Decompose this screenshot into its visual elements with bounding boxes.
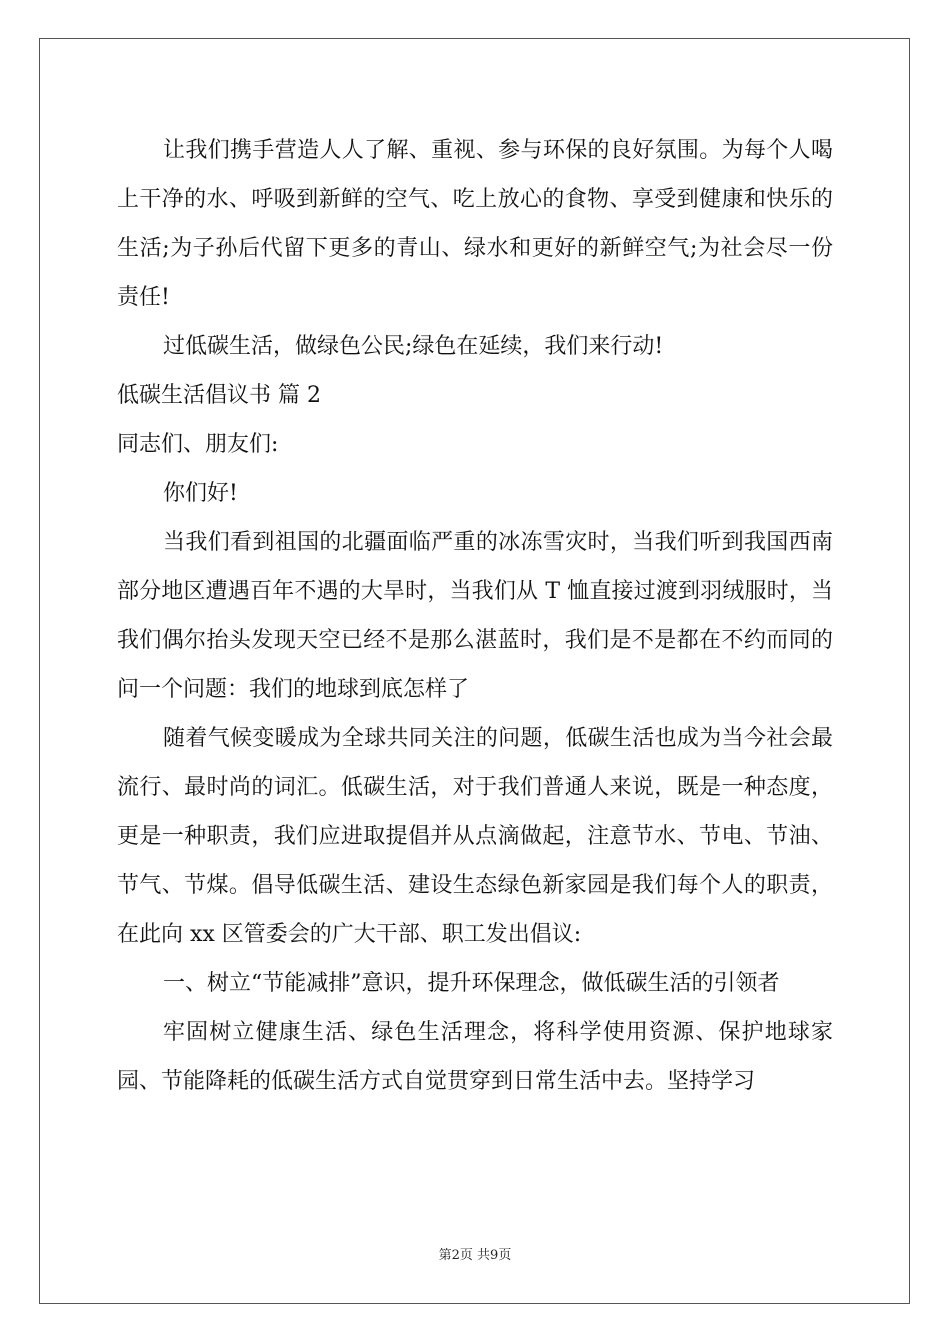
body-paragraph-1: 当我们看到祖国的北疆面临严重的冰冻雪灾时，当我们听到我国西南部分地区遭遇百年不遇的大旱时，当我们从 T 恤直接过渡到羽绒服时，当我们偶尔抬头发现天空已经不是那么湛蓝时，我们是不是都在不约而同的问一个问题：我们的地球到底怎样了 <box>117 530 833 702</box>
body-paragraph-2: 随着气候变暖成为全球共同关注的问题，低碳生活也成为当今社会最流行、最时尚的词汇。低碳生活，对于我们普通人来说，既是一种态度，更是一种职责，我们应进取提倡并从点滴做起，注意节水、节电、节油、节气、节煤。倡导低碳生活、建设生态绿色新家园是我们每个人的职责，在此向 xx 区管委会的广大干部、职工发出倡议: <box>117 726 833 947</box>
paragraph-1: 让我们携手营造人人了解、重视、参与环保的良好氛围。为每个人喝上干净的水、呼吸到新鲜的空气、吃上放心的食物、享受到健康和快乐的生活;为子孙后代留下更多的青山、绿水和更好的新鲜空气;为社会尽一份责任! <box>117 138 833 310</box>
body-paragraph-4: 牢固树立健康生活、绿色生活理念，将科学使用资源、保护地球家园、节能降耗的低碳生活方式自觉贯穿到日常生活中去。坚持学习 <box>117 1020 833 1094</box>
document-body <box>117 126 833 1106</box>
page-footer: 第2页 共9页 <box>438 1248 512 1263</box>
section-heading: 低碳生活倡议书 篇 2 <box>117 383 321 408</box>
body-paragraph-3: 一、树立“节能减排”意识，提升环保理念，做低碳生活的引领者 <box>163 971 780 996</box>
salutation: 同志们、朋友们: <box>117 432 279 457</box>
greeting: 你们好! <box>163 481 238 506</box>
paragraph-2: 过低碳生活，做绿色公民;绿色在延续，我们来行动! <box>163 334 664 359</box>
